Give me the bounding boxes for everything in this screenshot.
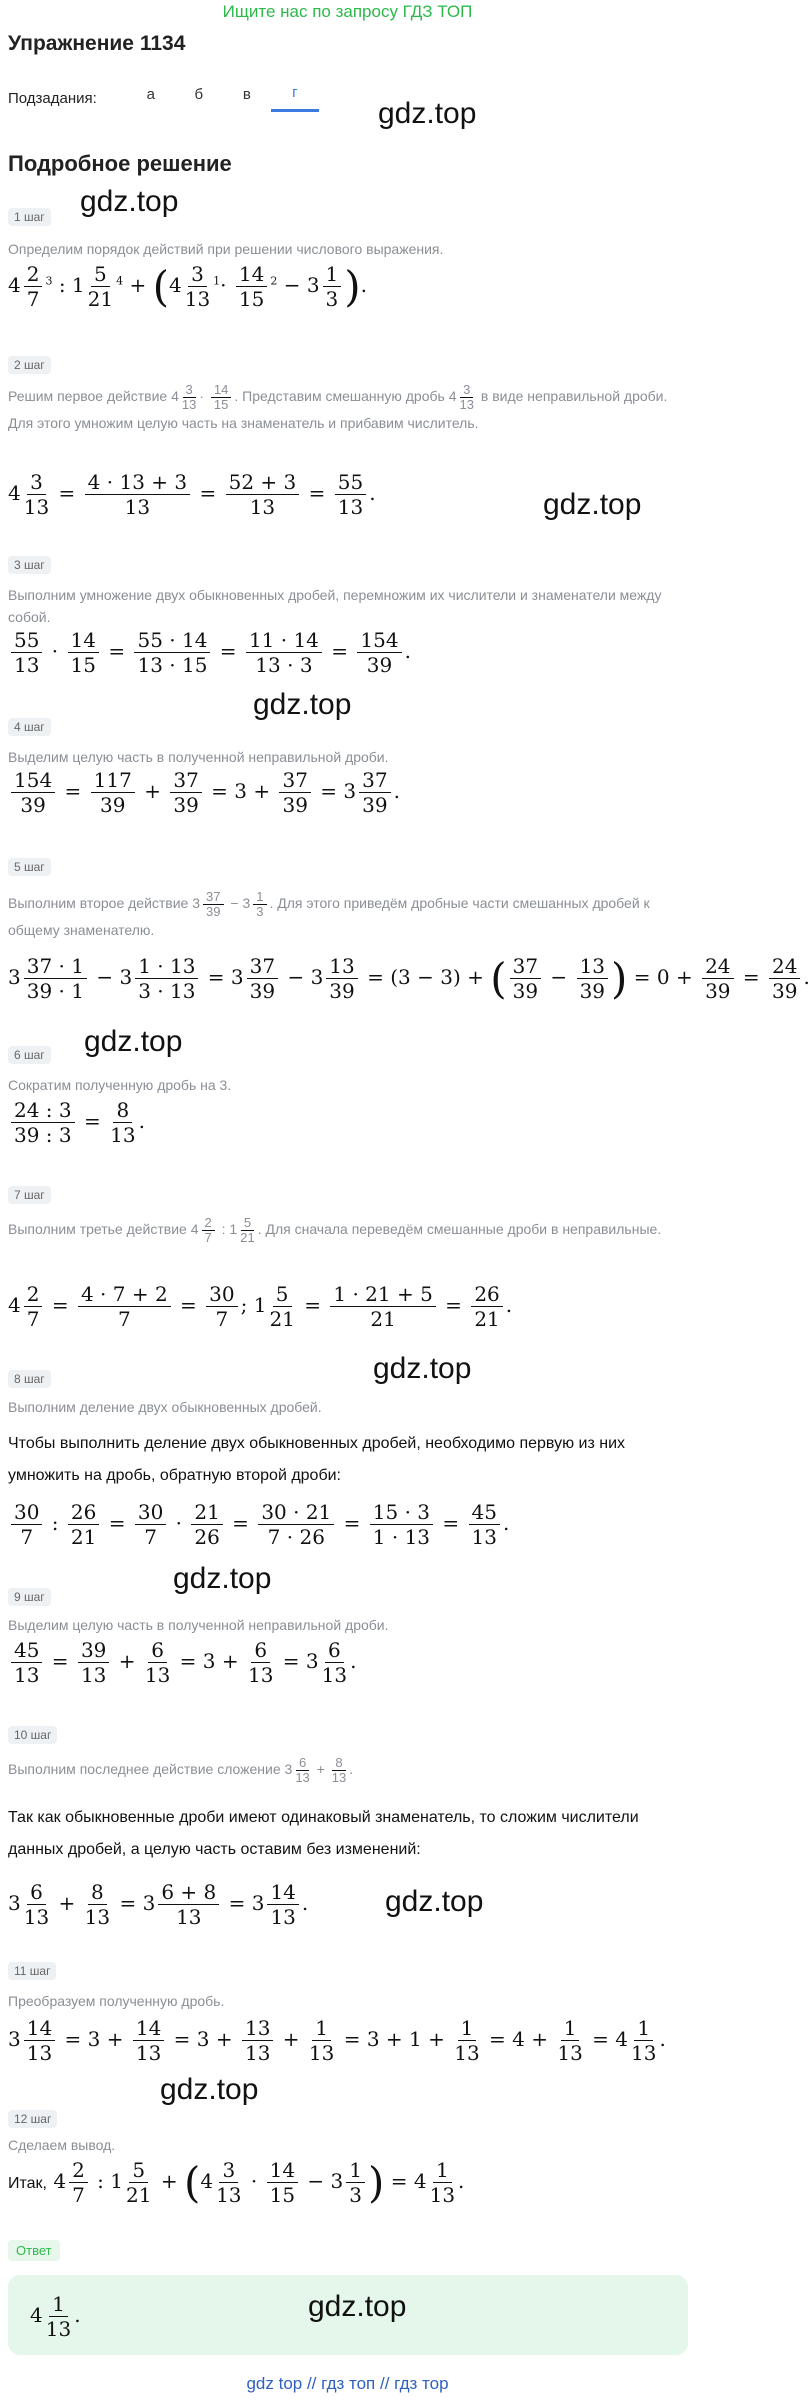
watermark: gdz.top (378, 97, 477, 130)
formula: $\frac{154}{39}$ = $\frac{117}{39}$ + $\frac{37}{39}$ = 3 + $\frac{37}{39}$ = 3 $\frac{37}{39}$ . (8, 768, 400, 817)
formula: $\frac{24 : 3}{39 : 3}$ = $\frac{8}{13}$ . (8, 1098, 145, 1147)
tab-a[interactable]: а (146, 85, 155, 103)
formula: Итак, 4 $\frac{2}{7}$ : 1 $\frac{5}{21}$ + (4 $\frac{3}{13}$ · $\frac{14}{15}$ − 3 $\frac{1}{3}$ ) = 4 $\frac{1}{13}$ . (8, 2158, 465, 2207)
answer-value: 4 $\frac{1}{13}$ . (30, 2292, 81, 2341)
answer-label: Ответ (8, 2240, 60, 2261)
formula: 4 $\frac{2}{7}$ = $\frac{4 \cdot 7 + 2}{7}$ = $\frac{30}{7}$ ; 1 $\frac{5}{21}$ = $\frac{1 \cdot 21 + 5}{21}$ = $\frac{26}{21}$ . (8, 1282, 513, 1331)
tab-b[interactable]: б (194, 85, 204, 103)
formula: 3 $\frac{37 \cdot 1}{39 \cdot 1}$ − 3 $\frac{1 \cdot 13}{3 \cdot 13}$ = 3 $\frac{37}{39}$ − 3 $\frac{13}{39}$ = (3 − 3) + ( $\frac{37}{39}$ − $\frac{13}{39}$ ) = 0 + $\frac{24}{39}$ = $\frac{24}{39}$ . (8, 954, 810, 1003)
tab-v[interactable]: в (242, 85, 251, 103)
formula: 4 $\frac{3}{13}$ = $\frac{4 \cdot 13 + 3}{13}$ = $\frac{52 + 3}{13}$ = $\frac{55}{13}$ . (8, 470, 376, 519)
subtask-tabs (8, 84, 319, 112)
tab-g[interactable]: г (271, 84, 319, 112)
search-banner[interactable]: Ищите нас по запросу ГДЗ ТОП (222, 2, 473, 21)
step-text-b: . Представим смешанную дробь (234, 388, 445, 405)
step-badge: 2 шаг (8, 356, 51, 374)
step-text: Выполним умножение двух обыкновенных дробей, перемножим их числители и знаменатели между собой. (8, 587, 662, 625)
watermark: gdz.top (253, 688, 352, 721)
step-badge: 9 шаг (8, 1588, 51, 1606)
step-text: Решим первое действие 4 $\frac{3}{13}$ · $\frac{14}{15}$ . Представим смешанную дробь 4 $\frac{3}{13}$ в виде неправильной дроби. Для этого умножим целую часть на знаменатель и прибавим числитель. (8, 382, 668, 431)
formula: $\frac{55}{13}$ · $\frac{14}{15}$ = $\frac{55 \cdot 14}{13 \cdot 15}$ = $\frac{11 \cdot 14}{13 \cdot 3}$ = $\frac{154}{39}$ . (8, 628, 411, 677)
formula: $\frac{30}{7}$ : $\frac{26}{21}$ = $\frac{30}{7}$ · $\frac{21}{26}$ = $\frac{30 \cdot 21}{7 \cdot 26}$ = $\frac{15 \cdot 3}{1 \cdot 13}$ = $\frac{45}{13}$ . (8, 1500, 509, 1549)
step-text-c: в виде неправильной дроби. Для этого умножим целую часть на знаменатель и прибавим числитель. (8, 388, 668, 431)
formula: 3 $\frac{6}{13}$ + $\frac{8}{13}$ = 3 $\frac{6 + 8}{13}$ = 3 $\frac{14}{13}$ . (8, 1880, 309, 1929)
step-text-a: Выполним последнее действие сложение (8, 1761, 281, 1778)
step-badge: 3 шаг (8, 556, 51, 574)
step-badge: 1 шаг (8, 208, 51, 226)
expression: 4 $\frac{2}{7}$ $^3$ : 1 $\frac{5}{21}$ $^4$ + (4 $\frac{3}{13}$ $^1$· $\frac{14}{15}$ $^2$ − 3 $\frac{1}{3}$ ). (8, 262, 368, 311)
step-text-main: Чтобы выполнить деление двух обыкновенных дробей, необходимо первую из них умножить на дробь, обратную второй дроби: (8, 1435, 626, 1484)
step-text-a: Выполним третье действие (8, 1221, 187, 1238)
footer-links[interactable]: gdz top // гдз топ // гдз тор (246, 2374, 449, 2393)
step-text: Выполним деление двух обыкновенных дробей. (8, 1399, 322, 1415)
step-badge: 7 шаг (8, 1186, 51, 1204)
conclusion-prefix: Итак, (8, 2175, 47, 2192)
watermark: gdz.top (84, 1025, 183, 1058)
formula: 3 $\frac{14}{13}$ = 3 + $\frac{14}{13}$ = 3 + $\frac{13}{13}$ + $\frac{1}{13}$ = 3 + 1 + $\frac{1}{13}$ = 4 + $\frac{1}{13}$ = 4 $\frac{1}{13}$ . (8, 2016, 666, 2065)
subtasks-label: Подзадания: (8, 89, 97, 107)
step-badge: 4 шаг (8, 718, 51, 736)
step-text-main: Так как обыкновенные дроби имеют одинаковый знаменатель, то сложим числители данных дробей, а целую часть оставим без изменений: (8, 1809, 639, 1858)
step-badge: 8 шаг (8, 1370, 51, 1388)
step-text: Определим порядок действий при решении числового выражения. (8, 241, 444, 257)
step-text: Сделаем вывод. (8, 2137, 116, 2153)
step-text-b: . Для сначала переведём смешанные дроби в неправильные. (257, 1221, 662, 1238)
step-badge: 12 шаг (8, 2110, 57, 2128)
step-text: Выделим целую часть в полученной неправильной дроби. (8, 1617, 389, 1633)
step-text: Выделим целую часть в полученной неправильной дроби. (8, 749, 389, 765)
watermark: gdz.top (373, 1352, 472, 1385)
watermark: gdz.top (385, 1885, 484, 1918)
watermark: gdz.top (543, 488, 642, 521)
formula: $\frac{45}{13}$ = $\frac{39}{13}$ + $\frac{6}{13}$ = 3 + $\frac{6}{13}$ = 3 $\frac{6}{13}$ . (8, 1638, 356, 1687)
step-text: Выполним последнее действие сложение 3 $\frac{6}{13}$ + $\frac{8}{13}$ . (8, 1755, 354, 1785)
step-text: Выполним второе действие 3 $\frac{37}{39}$ − 3 $\frac{1}{3}$ . Для этого приведём дробные части смешанных дробей к общему знаменателю. (8, 889, 650, 938)
step-badge: 6 шаг (8, 1046, 51, 1064)
step-text-a: Решим первое действие (8, 388, 168, 405)
watermark: gdz.top (80, 185, 179, 218)
step-text: Сократим полученную дробь на 3. (8, 1077, 232, 1093)
watermark: gdz.top (160, 2073, 259, 2106)
step-badge: 11 шаг (8, 1962, 56, 1980)
page-title: Упражнение 1134 (8, 32, 186, 55)
step-text-b: . Для этого приведём дробные части смешанных дробей к общему знаменателю. (8, 895, 650, 938)
step-text-a: Выполним второе действие (8, 895, 189, 912)
watermark: gdz.top (308, 2290, 407, 2323)
step-badge: 10 шаг (8, 1726, 57, 1744)
step-text: Преобразуем полученную дробь. (8, 1993, 225, 2009)
step-text: Выполним третье действие 4 $\frac{2}{7}$ : 1 $\frac{5}{21}$ . Для сначала переведём смешанные дроби в неправильные. (8, 1215, 662, 1245)
step-badge: 5 шаг (8, 858, 51, 876)
solution-title: Подробное решение (8, 151, 232, 176)
watermark: gdz.top (173, 1562, 272, 1595)
